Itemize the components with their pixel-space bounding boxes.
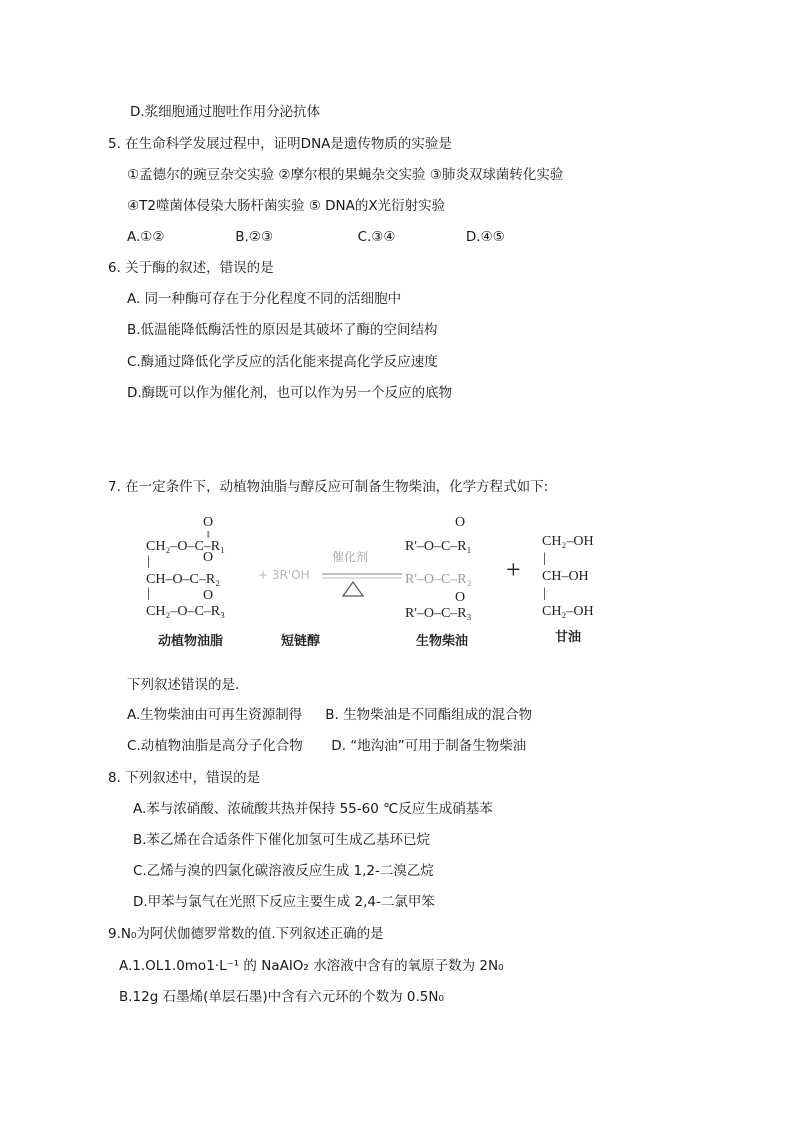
q7-option-c: C.动植物油脂是高分子化合物 bbox=[127, 738, 303, 754]
q7-option-d: D. “地沟油”可用于制备生物柴油 bbox=[331, 738, 527, 754]
glycerol-bond-1: | bbox=[543, 551, 546, 566]
fat-row-2: CH–O–C–R₂ bbox=[146, 572, 221, 587]
q9-option-b: B.12g 石墨烯(单层石墨)中含有六元环的个数为 0.5N₀ bbox=[119, 989, 444, 1005]
q8-option-c: C.乙烯与溴的四氯化碳溶液反应生成 1,2-二溴乙烷 bbox=[133, 863, 434, 879]
q5-items-row1: ①孟德尔的豌豆杂交实验 ②摩尔根的果蝇杂交实验 ③肺炎双球菌转化实验 bbox=[127, 167, 564, 183]
ester-oxygen-1: O bbox=[455, 515, 466, 530]
q5-option-a: A.①② bbox=[127, 229, 165, 245]
fat-row-3: CH₂–O–C–R₃ bbox=[146, 604, 225, 619]
glycerol-row-2: CH–OH bbox=[542, 569, 589, 584]
q7-stem: 7. 在一定条件下，动植物油脂与醇反应可制备生物柴油，化学方程式如下: bbox=[108, 479, 549, 495]
q5-options bbox=[127, 228, 505, 246]
q6-stem: 6. 关于酶的叙述，错误的是 bbox=[108, 260, 274, 276]
q9-stem: 9.N₀为阿伏伽德罗常数的值.下列叙述正确的是 bbox=[108, 926, 384, 942]
q9-option-a: A.1.OL1.0mo1·L⁻¹ 的 NaAIO₂ 水溶液中含有的氧原子数为 2N₀ bbox=[119, 958, 504, 974]
catalyst-label: 催化剂 bbox=[332, 550, 369, 564]
fat-row-1: CH₂–O–C–R₁ bbox=[146, 539, 225, 554]
glycerol-name: 甘油 bbox=[555, 630, 582, 645]
q5-stem: 5. 在生命科学发展过程中，证明DNA是遗传物质的实验是 bbox=[108, 136, 452, 152]
fat-bond-1: | bbox=[147, 554, 150, 569]
q6-option-a: A. 同一种酶可存在于分化程度不同的活细胞中 bbox=[127, 291, 402, 307]
ester-row-2: R'–O–C–R₂ bbox=[405, 572, 472, 587]
q8-option-d: D.甲苯与氯气在光照下反应主要生成 2,4-二氯甲笨 bbox=[133, 894, 435, 910]
q8-stem: 8. 下列叙述中，错误的是 bbox=[108, 770, 261, 786]
q7-options-row2 bbox=[127, 737, 526, 755]
ester-row-1: R'–O–C–R₁ bbox=[405, 539, 472, 554]
q5-option-d: D.④⑤ bbox=[465, 229, 505, 245]
ester-row-3: R'–O–C–R₃ bbox=[405, 606, 472, 621]
fat-name: 动植物油脂 bbox=[158, 634, 224, 649]
q7-option-b: B. 生物柴油是不同酯组成的混合物 bbox=[325, 707, 533, 723]
q8-option-b: B.苯乙烯在合适条件下催化加氢可生成乙基环已烷 bbox=[133, 832, 431, 848]
ester-oxygen-3: O bbox=[455, 590, 466, 605]
q5-items-row2: ④T2噬菌体侵染大肠杆菌实验 ⑤ DNA的X光衍射实验 bbox=[127, 198, 446, 214]
q6-option-d: D.酶既可以作为催化剂，也可以作为另一个反应的底物 bbox=[127, 385, 453, 401]
q8-option-a: A.苯与浓硝酸、浓硫酸共热并保持 55-60 ℃反应生成硝基苯 bbox=[133, 801, 493, 817]
plus-sign: + bbox=[506, 555, 521, 584]
q7-sub-stem: 下列叙述错误的是. bbox=[127, 677, 240, 693]
fat-oxygen-3: O bbox=[203, 588, 214, 603]
fat-oxygen-1: O bbox=[203, 515, 214, 530]
bond: ‖ bbox=[207, 530, 210, 541]
q5-option-c: C.③④ bbox=[357, 229, 396, 245]
reagent: + 3R'OH bbox=[258, 568, 310, 582]
glycerol-row-1: CH₂–OH bbox=[542, 534, 594, 549]
q7-option-a: A.生物柴油由可再生资源制得 bbox=[127, 707, 303, 723]
q4-option-d: D.浆细胞通过胞吐作用分泌抗体 bbox=[130, 104, 321, 120]
q6-option-c: C.酶通过降低化学反应的活化能来提高化学反应速度 bbox=[127, 354, 438, 370]
reaction-arrow-icon bbox=[318, 560, 408, 600]
fat-oxygen-2: O bbox=[203, 550, 214, 565]
glycerol-bond-2: | bbox=[543, 586, 546, 601]
glycerol-row-3: CH₂–OH bbox=[542, 604, 594, 619]
q6-option-b: B.低温能降低酶活性的原因是其破坏了酶的空间结构 bbox=[127, 322, 438, 338]
fat-bond-2: | bbox=[147, 586, 150, 601]
q5-option-b: B.②③ bbox=[235, 229, 274, 245]
biodiesel-name: 生物柴油 bbox=[416, 634, 469, 649]
alcohol-name: 短链醇 bbox=[281, 634, 321, 649]
q7-options-row1 bbox=[127, 706, 532, 724]
